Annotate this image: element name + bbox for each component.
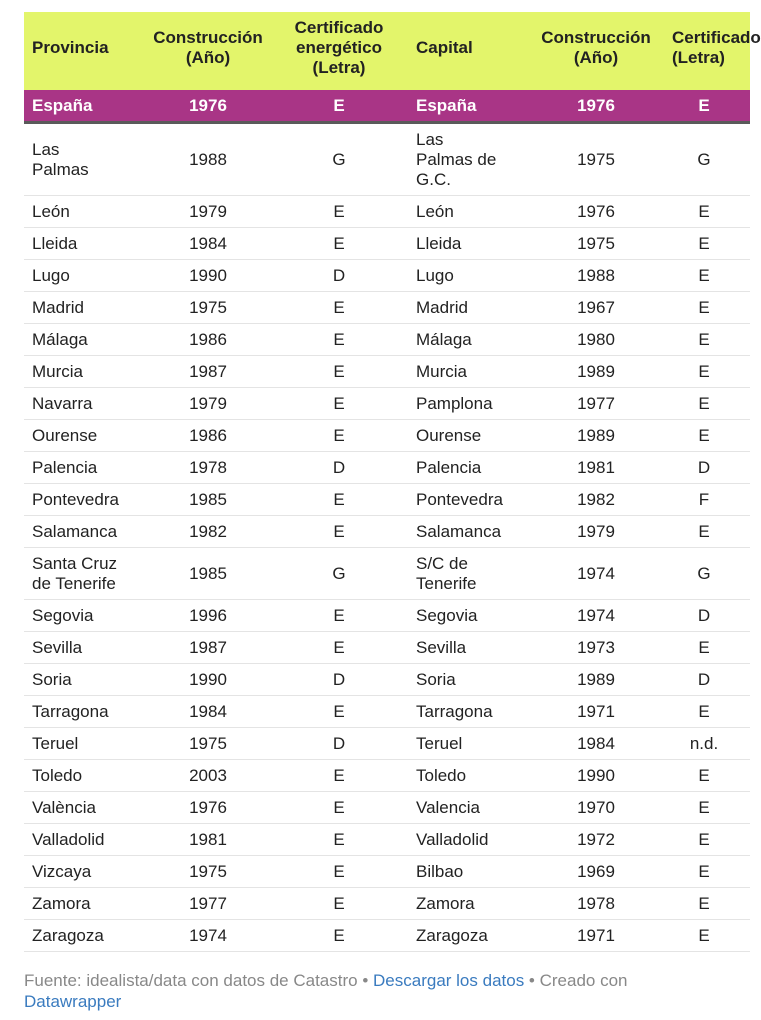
cell-provincia: Lugo [32,265,70,285]
cell-capital: España [416,95,477,115]
cell-capital: Bilbao [416,861,464,881]
cell-certificado-provincia: E [333,297,345,317]
cell-construccion-provincia: 1987 [189,361,227,381]
cell-capital: Palencia [416,457,482,477]
cell-certificado-capital: E [698,829,710,849]
table-body [24,124,750,952]
cell-certificado-capital: E [698,297,710,317]
cell-capital: Teruel [416,733,463,753]
table-row [24,484,750,516]
cell-capital: León [416,201,454,221]
cell-capital: Salamanca [416,521,502,541]
cell-certificado-capital: E [698,797,710,817]
cell-provincia: Palencia [32,457,98,477]
cell-construccion-capital: 1974 [577,605,615,625]
cell-capital: Segovia [416,605,478,625]
cell-certificado-capital: E [698,637,710,657]
cell-certificado-provincia: E [333,829,345,849]
cell-certificado-provincia: E [333,765,345,785]
cell-construccion-provincia: 2003 [189,765,227,785]
cell-construccion-provincia: 1984 [189,701,227,721]
cell-capital: Lugo [416,265,454,285]
table-row [24,696,750,728]
cell-provincia: Las Palmas [32,139,89,179]
cell-capital: Valladolid [416,829,489,849]
cell-construccion-capital: 1967 [577,297,615,317]
cell-provincia: Salamanca [32,521,118,541]
cell-certificado-provincia: E [333,233,345,253]
cell-construccion-capital: 1970 [577,797,615,817]
cell-provincia: Madrid [32,297,84,317]
cell-provincia: Ourense [32,425,98,445]
cell-provincia: Valladolid [32,829,105,849]
cell-capital: Pontevedra [416,489,503,509]
cell-construccion-provincia: 1986 [189,329,227,349]
cell-provincia: León [32,201,70,221]
cell-certificado-provincia: E [333,701,345,721]
cell-certificado-capital: E [698,95,710,115]
cell-provincia: Pontevedra [32,489,119,509]
cell-provincia: Málaga [32,329,88,349]
table-row [24,124,750,196]
cell-capital: Málaga [416,329,472,349]
cell-construccion-capital: 1974 [577,563,615,583]
cell-certificado-provincia: E [333,361,345,381]
cell-certificado-provincia: E [333,637,345,657]
cell-provincia: Soria [32,669,72,689]
cell-construccion-provincia: 1976 [189,95,227,115]
cell-construccion-provincia: 1996 [189,605,227,625]
table-row [24,452,750,484]
cell-certificado-capital: D [697,457,711,477]
cell-capital: Zaragoza [416,925,488,945]
cell-capital: Las Palmas de G.C. [416,129,497,189]
cell-construccion-capital: 1989 [577,669,615,689]
table-row [24,260,750,292]
cell-certificado-provincia: E [333,393,345,413]
table-row [24,920,750,952]
table-row [24,824,750,856]
cell-certificado-capital: E [698,425,710,445]
cell-construccion-provincia: 1975 [189,733,227,753]
cell-construccion-provincia: 1985 [189,563,227,583]
separator: • [357,971,374,990]
cell-certificado-capital: n.d. [689,733,719,753]
cell-capital: Murcia [416,361,468,381]
cell-construccion-provincia: 1976 [189,797,227,817]
cell-certificado-capital: G [697,149,711,169]
cell-certificado-provincia: D [332,733,346,753]
table-header [24,12,761,90]
table-row [24,548,750,600]
cell-construccion-capital: 1971 [577,925,615,945]
cell-certificado-provincia: D [332,457,346,477]
table-row [24,388,750,420]
footer [24,970,724,1012]
header-certificado-capital[interactable]: Certificado (Letra) [672,28,761,67]
cell-provincia: Santa Cruz de Tenerife [32,553,118,593]
cell-provincia: Teruel [32,733,79,753]
header-provincia[interactable]: Provincia [32,38,109,57]
cell-certificado-capital: E [698,233,710,253]
cell-certificado-provincia: G [332,563,346,583]
cell-certificado-provincia: E [333,861,345,881]
cell-certificado-capital: G [697,563,711,583]
cell-capital: Lleida [416,233,462,253]
spain-row [24,90,750,124]
cell-construccion-capital: 1984 [577,733,615,753]
table-row [24,600,750,632]
header-certificado-provincia[interactable]: Certificado energético (Letra) [294,18,384,77]
header-construccion-capital[interactable]: Construcción (Año) [541,28,651,67]
cell-certificado-capital: E [698,701,710,721]
cell-certificado-provincia: E [333,797,345,817]
cell-construccion-provincia: 1986 [189,425,227,445]
cell-capital: Pamplona [416,393,493,413]
table-row [24,728,750,760]
cell-construccion-provincia: 1982 [189,521,227,541]
datawrapper-link[interactable]: Datawrapper [24,992,122,1011]
cell-certificado-provincia: E [333,893,345,913]
cell-certificado-capital: D [697,605,711,625]
cell-certificado-capital: F [698,489,710,509]
cell-capital: Sevilla [416,637,467,657]
cell-construccion-provincia: 1990 [189,669,227,689]
cell-construccion-capital: 1988 [577,265,615,285]
cell-capital: Madrid [416,297,468,317]
table-row [24,324,750,356]
cell-construccion-capital: 1990 [577,765,615,785]
cell-construccion-capital: 1973 [577,637,615,657]
cell-certificado-capital: E [698,393,710,413]
cell-certificado-provincia: D [332,669,346,689]
cell-construccion-provincia: 1977 [189,893,227,913]
download-data-link[interactable]: Descargar los datos [373,971,525,990]
cell-provincia: Murcia [32,361,84,381]
data-table [24,12,761,952]
created-with-text: • Creado con [524,971,628,990]
cell-provincia: España [32,95,93,115]
table-row [24,420,750,452]
cell-construccion-capital: 1972 [577,829,615,849]
cell-certificado-capital: E [698,201,710,221]
cell-construccion-provincia: 1985 [189,489,227,509]
table-row [24,292,750,324]
cell-provincia: Segovia [32,605,94,625]
cell-construccion-capital: 1975 [577,149,615,169]
cell-construccion-capital: 1978 [577,893,615,913]
cell-certificado-capital: E [698,265,710,285]
table-row [24,888,750,920]
cell-capital: Ourense [416,425,482,445]
cell-provincia: València [32,797,96,817]
cell-provincia: Zamora [32,893,91,913]
header-construccion-provincia[interactable]: Construcción (Año) [153,28,263,67]
cell-certificado-provincia: E [333,201,345,221]
cell-certificado-capital: E [698,925,710,945]
cell-certificado-capital: D [697,669,711,689]
cell-capital: Zamora [416,893,475,913]
cell-construccion-provincia: 1975 [189,297,227,317]
cell-certificado-capital: E [698,521,710,541]
cell-construccion-provincia: 1984 [189,233,227,253]
cell-certificado-provincia: E [333,329,345,349]
cell-construccion-capital: 1980 [577,329,615,349]
cell-construccion-provincia: 1987 [189,637,227,657]
cell-certificado-capital: E [698,329,710,349]
cell-provincia: Toledo [32,765,83,785]
cell-provincia: Zaragoza [32,925,104,945]
cell-construccion-capital: 1976 [577,201,615,221]
cell-certificado-capital: E [698,765,710,785]
cell-certificado-provincia: E [333,521,345,541]
table-row [24,856,750,888]
cell-construccion-provincia: 1979 [189,201,227,221]
cell-construccion-capital: 1982 [577,489,615,509]
cell-provincia: Tarragona [32,701,109,721]
table-row [24,664,750,696]
cell-construccion-provincia: 1978 [189,457,227,477]
cell-certificado-provincia: E [333,425,345,445]
cell-construccion-capital: 1969 [577,861,615,881]
cell-capital: Valencia [416,797,480,817]
cell-construccion-capital: 1989 [577,361,615,381]
cell-construccion-provincia: 1979 [189,393,227,413]
cell-construccion-capital: 1971 [577,701,615,721]
cell-certificado-capital: E [698,893,710,913]
cell-certificado-provincia: E [333,605,345,625]
cell-construccion-provincia: 1974 [189,925,227,945]
table-row [24,792,750,824]
cell-construccion-provincia: 1981 [189,829,227,849]
cell-construccion-capital: 1975 [577,233,615,253]
cell-provincia: Vizcaya [32,861,92,881]
table-row [24,228,750,260]
cell-construccion-capital: 1989 [577,425,615,445]
table-row [24,196,750,228]
cell-provincia: Navarra [32,393,93,413]
header-capital[interactable]: Capital [416,38,473,57]
cell-certificado-capital: E [698,861,710,881]
table-row [24,632,750,664]
cell-construccion-capital: 1976 [577,95,615,115]
table-row [24,516,750,548]
cell-construccion-capital: 1981 [577,457,615,477]
cell-construccion-capital: 1979 [577,521,615,541]
cell-construccion-capital: 1977 [577,393,615,413]
cell-provincia: Lleida [32,233,78,253]
cell-certificado-provincia: E [333,489,345,509]
cell-certificado-provincia: D [332,265,346,285]
cell-capital: Toledo [416,765,467,785]
table-row [24,760,750,792]
cell-construccion-provincia: 1988 [189,149,227,169]
cell-construccion-provincia: 1990 [189,265,227,285]
cell-certificado-provincia: E [333,95,345,115]
cell-certificado-provincia: G [332,149,346,169]
cell-construccion-provincia: 1975 [189,861,227,881]
cell-capital: S/C de Tenerife [416,553,477,593]
cell-certificado-provincia: E [333,925,345,945]
cell-certificado-capital: E [698,361,710,381]
source-text: Fuente: idealista/data con datos de Catastro [24,971,358,990]
cell-provincia: Sevilla [32,637,83,657]
cell-capital: Soria [416,669,456,689]
cell-capital: Tarragona [416,701,493,721]
table-row [24,356,750,388]
